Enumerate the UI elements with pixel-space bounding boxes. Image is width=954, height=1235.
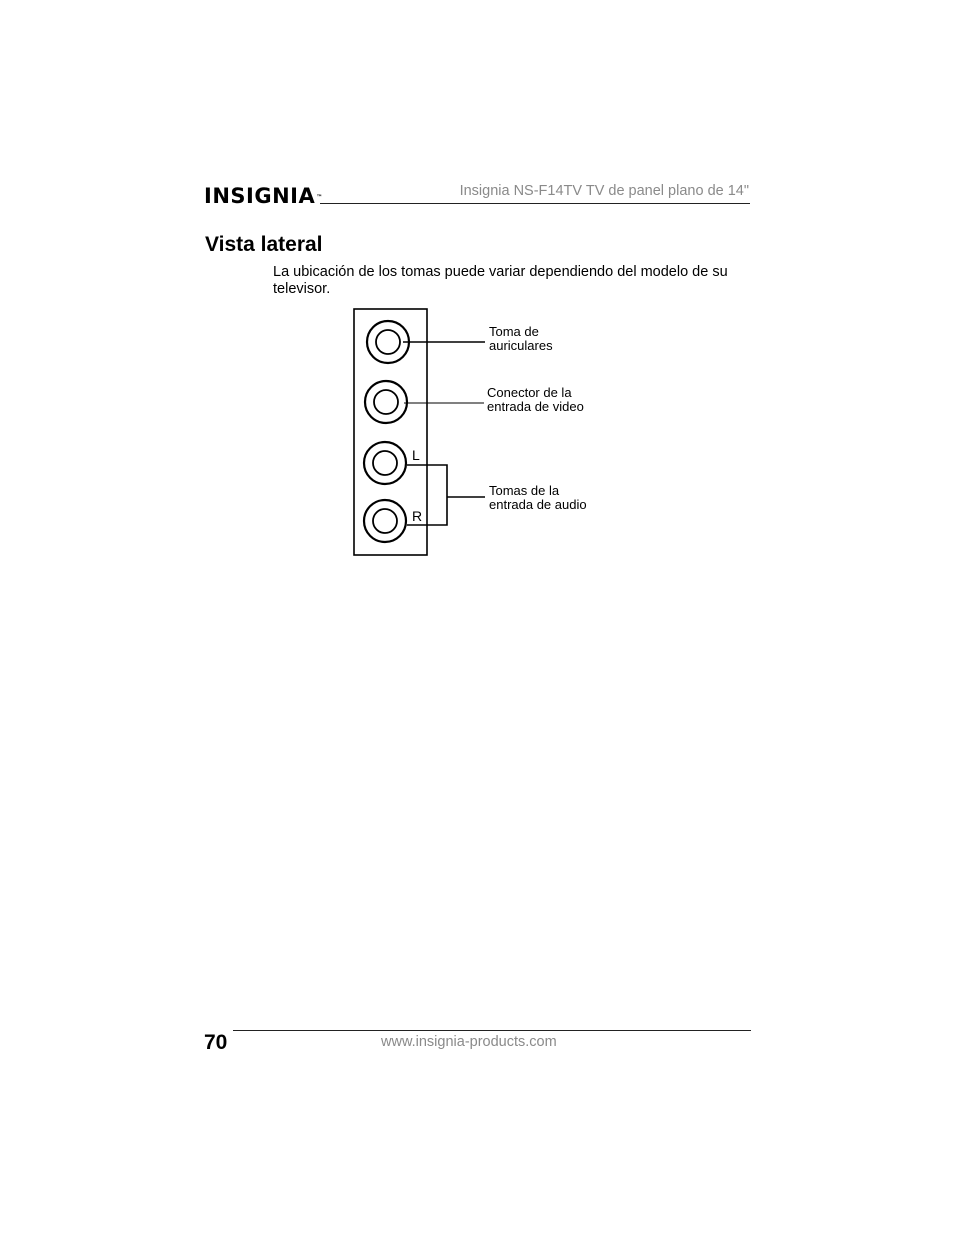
callout-headphone-line2: auriculares	[489, 338, 553, 353]
callout-audio-line2: entrada de audio	[489, 497, 587, 512]
audio-left-label: L	[412, 447, 420, 463]
callout-audio-line1: Tomas de la	[489, 483, 560, 498]
page-number: 70	[204, 1031, 228, 1054]
section-title: Vista lateral	[205, 233, 323, 256]
callout-video-line2: entrada de video	[487, 399, 584, 414]
audio-right-label: R	[412, 508, 423, 524]
footer-rule	[233, 1030, 751, 1031]
running-header-title: Insignia NS-F14TV TV de panel plano de 14"	[459, 183, 749, 199]
callout-video	[487, 385, 584, 414]
footer-url: www.insignia-products.com	[381, 1034, 557, 1050]
audio-right-jack	[364, 500, 406, 542]
header-rule	[320, 203, 750, 204]
audio-left-jack	[364, 442, 406, 484]
brand-logo	[204, 183, 323, 209]
video-input-jack	[365, 381, 407, 423]
headphone-jack	[367, 321, 409, 363]
callout-headphone	[489, 324, 553, 353]
callout-audio	[489, 483, 587, 512]
brand-wordmark: INSIGNIA	[204, 184, 316, 208]
trademark-mark: ™	[316, 194, 323, 201]
callout-headphone-line1: Toma de	[489, 324, 539, 339]
intro-paragraph: La ubicación de los tomas puede variar dependiendo del modelo de su televisor.	[273, 264, 728, 297]
callout-video-line1: Conector de la	[487, 385, 572, 400]
